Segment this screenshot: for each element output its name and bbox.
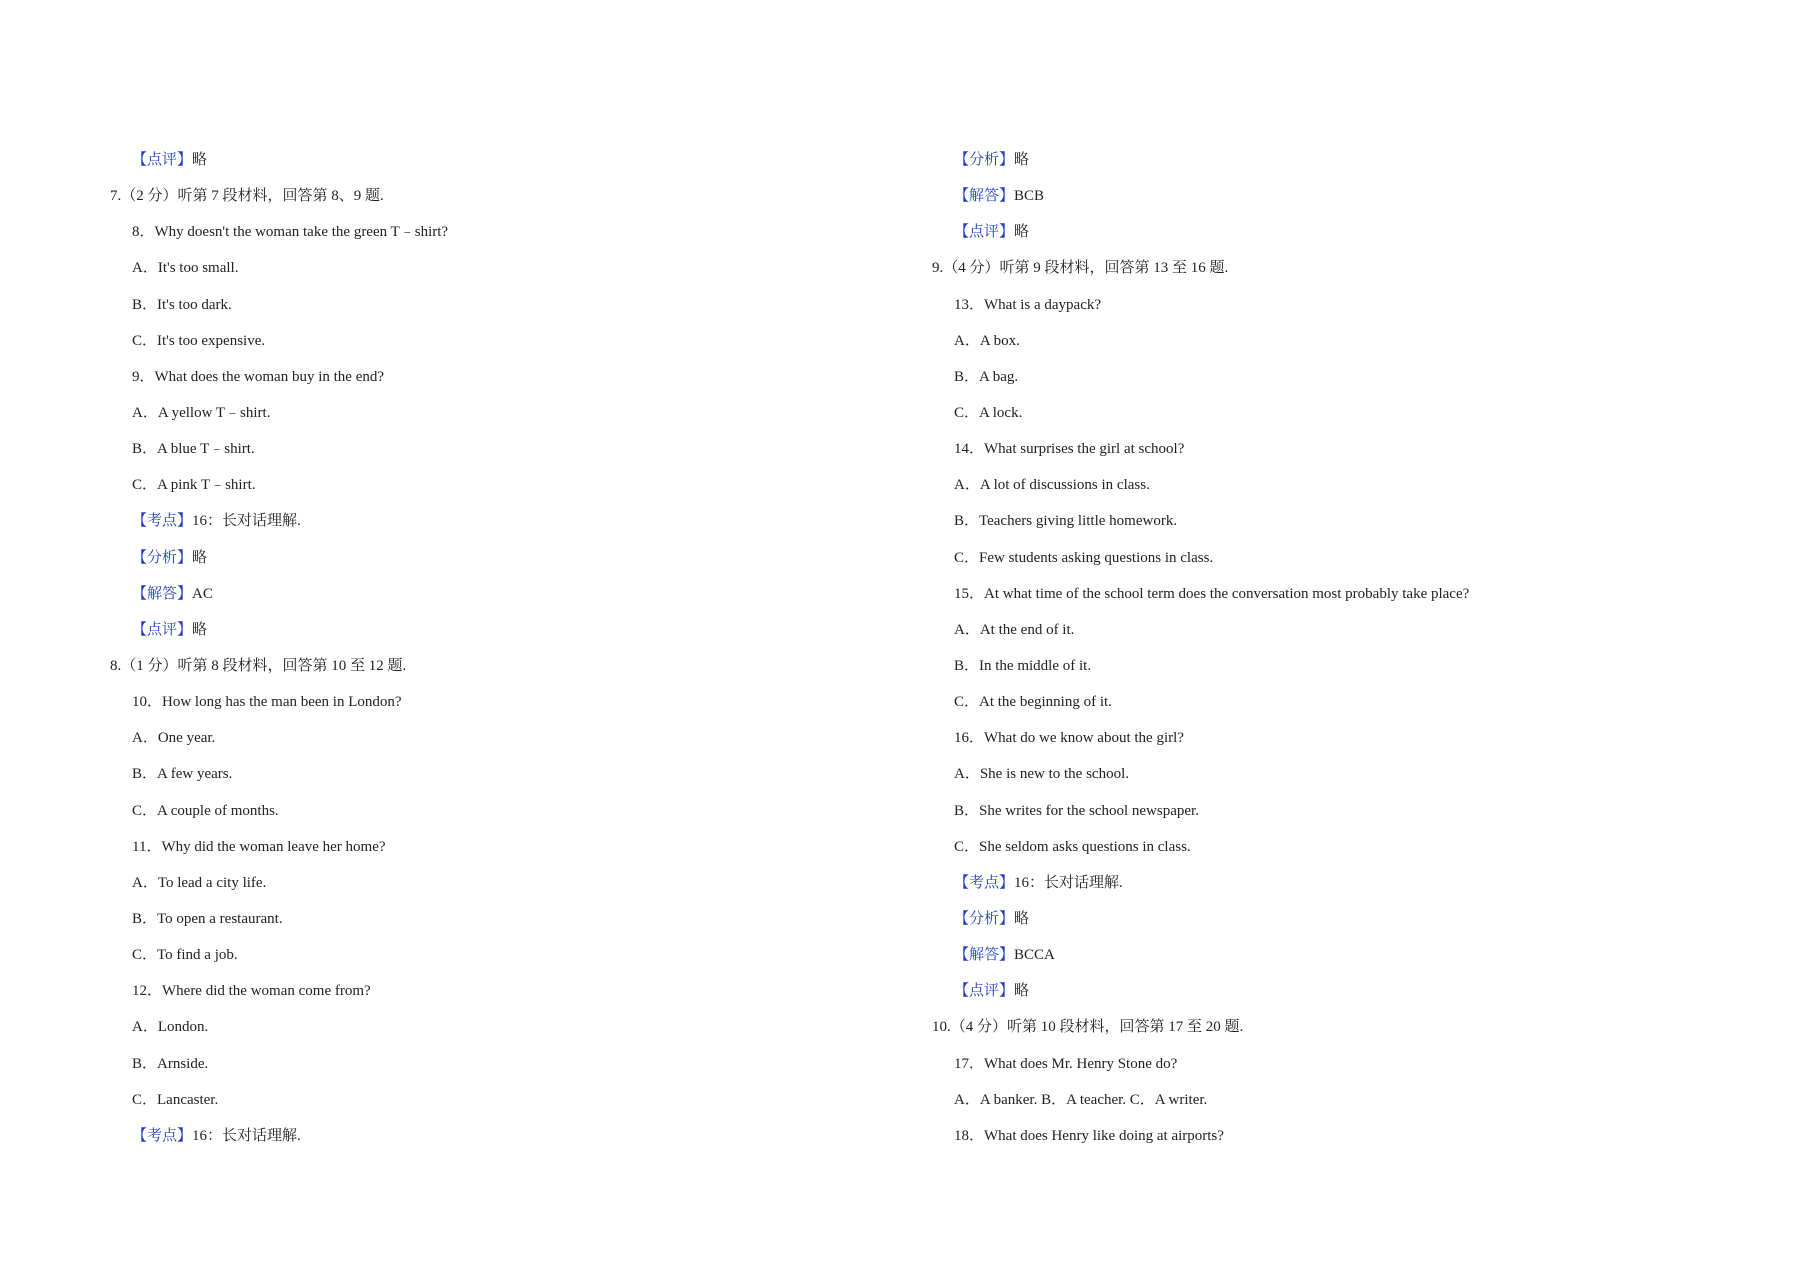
question-line	[932, 503, 1712, 539]
section-content: 略	[1014, 152, 1030, 168]
section-content: 16：长对话理解.	[1014, 874, 1123, 891]
question-line-text: B．It's too dark.	[132, 296, 232, 313]
question-line	[110, 793, 890, 829]
question-line-text: C．To find a job.	[132, 947, 238, 964]
section-tag: 【解答】	[954, 947, 1015, 964]
question-line	[110, 323, 890, 359]
question-line-text: B．A blue T﹣shirt.	[132, 441, 255, 458]
question-line-text: 10．How long has the man been in London?	[132, 694, 402, 711]
question-line-text: A．To lead a city life.	[132, 874, 267, 891]
question-header	[110, 648, 890, 684]
section-tag: 【考点】	[954, 874, 1015, 891]
question-line	[932, 576, 1712, 612]
section-content: 略	[192, 152, 208, 168]
answer-section	[932, 937, 1712, 973]
question-line-text: 15．At what time of the school term does the conversation most probably take place?	[954, 585, 1470, 602]
question-line	[932, 467, 1712, 503]
question-line	[110, 684, 890, 720]
section-tag: 【点评】	[954, 983, 1015, 1000]
section-content: 略	[192, 621, 208, 638]
question-line-text: 18．What does Henry like doing at airports?	[954, 1127, 1224, 1144]
question-line-text: A．A banker. B．A teacher. C．A writer.	[954, 1091, 1208, 1108]
question-line-text: 13．What is a daypack?	[954, 296, 1102, 313]
question-line	[110, 395, 890, 431]
answer-section	[932, 178, 1712, 214]
question-line	[110, 1009, 890, 1045]
answer-section	[110, 576, 890, 612]
answer-section	[932, 973, 1712, 1009]
question-line	[110, 214, 890, 250]
section-content: 略	[1014, 983, 1030, 1000]
question-line-text: 16．What do we know about the girl?	[954, 730, 1184, 747]
question-line	[110, 720, 890, 756]
question-line-text: B．She writes for the school newspaper.	[954, 802, 1199, 819]
answer-section	[110, 540, 890, 576]
question-line-text: A．A lot of discussions in class.	[954, 477, 1150, 494]
question-line-text: B．Teachers giving little homework.	[954, 513, 1178, 530]
question-line-text: 12．Where did the woman come from?	[132, 983, 371, 1000]
question-line	[932, 720, 1712, 756]
question-line	[932, 1046, 1712, 1082]
question-line-text: C．She seldom asks questions in class.	[954, 838, 1191, 855]
question-header	[110, 178, 890, 214]
question-line-text: B．A bag.	[954, 368, 1019, 385]
question-line	[932, 793, 1712, 829]
section-content: 16：长对话理解.	[192, 513, 301, 530]
question-line	[932, 829, 1712, 865]
question-line	[110, 287, 890, 323]
question-line-text: C．Few students asking questions in class.	[954, 549, 1214, 566]
section-content: 略	[192, 549, 208, 566]
question-line-text: A．A box.	[954, 332, 1020, 349]
section-content: AC	[192, 585, 213, 602]
answer-section	[932, 901, 1712, 937]
section-tag: 【点评】	[954, 224, 1015, 241]
section-tag: 【点评】	[132, 152, 193, 168]
question-line-text: 17．What does Mr. Henry Stone do?	[954, 1055, 1178, 1072]
question-line	[110, 973, 890, 1009]
question-line	[110, 467, 890, 503]
question-line-text: 14．What surprises the girl at school?	[954, 441, 1185, 458]
answer-section	[932, 142, 1712, 178]
question-line	[932, 431, 1712, 467]
question-line	[110, 901, 890, 937]
question-line	[932, 612, 1712, 648]
question-line-text: B．To open a restaurant.	[132, 910, 283, 927]
question-line	[932, 287, 1712, 323]
section-content: BCCA	[1014, 947, 1055, 964]
question-line	[932, 756, 1712, 792]
question-line	[110, 1082, 890, 1118]
question-line	[932, 359, 1712, 395]
section-tag: 【考点】	[132, 1127, 193, 1144]
question-line	[932, 684, 1712, 720]
question-line-text: A．It's too small.	[132, 260, 239, 277]
answer-section	[110, 1118, 890, 1154]
section-content: BCB	[1014, 188, 1045, 205]
question-line	[110, 937, 890, 973]
section-content: 略	[1014, 224, 1030, 241]
question-line-text: A．A yellow T﹣shirt.	[132, 404, 271, 421]
question-line	[932, 1118, 1712, 1154]
question-line-text: C．A pink T﹣shirt.	[132, 477, 256, 494]
question-line	[110, 431, 890, 467]
question-line	[110, 359, 890, 395]
question-header	[932, 250, 1712, 286]
question-line-text: C．A lock.	[954, 404, 1023, 421]
question-header-text: 9.（4 分）听第 9 段材料，回答第 13 至 16 题.	[932, 260, 1229, 277]
answer-section	[932, 214, 1712, 250]
answer-section	[110, 503, 890, 539]
answer-section	[110, 612, 890, 648]
section-tag: 【分析】	[132, 549, 193, 566]
section-tag: 【点评】	[132, 621, 193, 638]
question-line	[110, 829, 890, 865]
question-line	[110, 1046, 890, 1082]
answer-section	[932, 865, 1712, 901]
question-line	[932, 540, 1712, 576]
section-tag: 【考点】	[132, 513, 193, 530]
question-line	[932, 648, 1712, 684]
question-line-text: C．A couple of months.	[132, 802, 279, 819]
left-column	[110, 142, 890, 1154]
question-line-text: 11．Why did the woman leave her home?	[132, 838, 386, 855]
question-line-text: C．It's too expensive.	[132, 332, 266, 349]
question-line-text: C．Lancaster.	[132, 1091, 219, 1108]
answer-section	[110, 142, 890, 178]
question-header-text: 8.（1 分）听第 8 段材料，回答第 10 至 12 题.	[110, 657, 407, 674]
question-line	[932, 323, 1712, 359]
question-line-text: A．One year.	[132, 730, 216, 747]
question-line-text: B．Arnside.	[132, 1055, 209, 1072]
section-content: 16：长对话理解.	[192, 1127, 301, 1144]
section-tag: 【解答】	[954, 188, 1015, 205]
question-line-text: A．She is new to the school.	[954, 766, 1129, 783]
question-header	[932, 1009, 1712, 1045]
question-header-text: 10.（4 分）听第 10 段材料，回答第 17 至 20 题.	[932, 1019, 1244, 1036]
section-tag: 【分析】	[954, 910, 1015, 927]
question-header-text: 7.（2 分）听第 7 段材料，回答第 8、9 题.	[110, 188, 384, 205]
question-line-text: A．London.	[132, 1019, 209, 1036]
question-line-text: B．A few years.	[132, 766, 233, 783]
question-line-text: A．At the end of it.	[954, 621, 1075, 638]
question-line	[110, 250, 890, 286]
question-line	[110, 865, 890, 901]
question-line-text: 9．What does the woman buy in the end?	[132, 368, 385, 385]
question-line-text: C．At the beginning of it.	[954, 694, 1112, 711]
question-line-text: 8．Why doesn't the woman take the green T﹣shirt?	[132, 224, 449, 241]
section-content: 略	[1014, 910, 1030, 927]
question-line	[110, 756, 890, 792]
section-tag: 【分析】	[954, 152, 1015, 168]
section-tag: 【解答】	[132, 585, 193, 602]
question-line	[932, 1082, 1712, 1118]
question-line-text: B．In the middle of it.	[954, 657, 1092, 674]
right-column	[932, 142, 1712, 1154]
question-line	[932, 395, 1712, 431]
